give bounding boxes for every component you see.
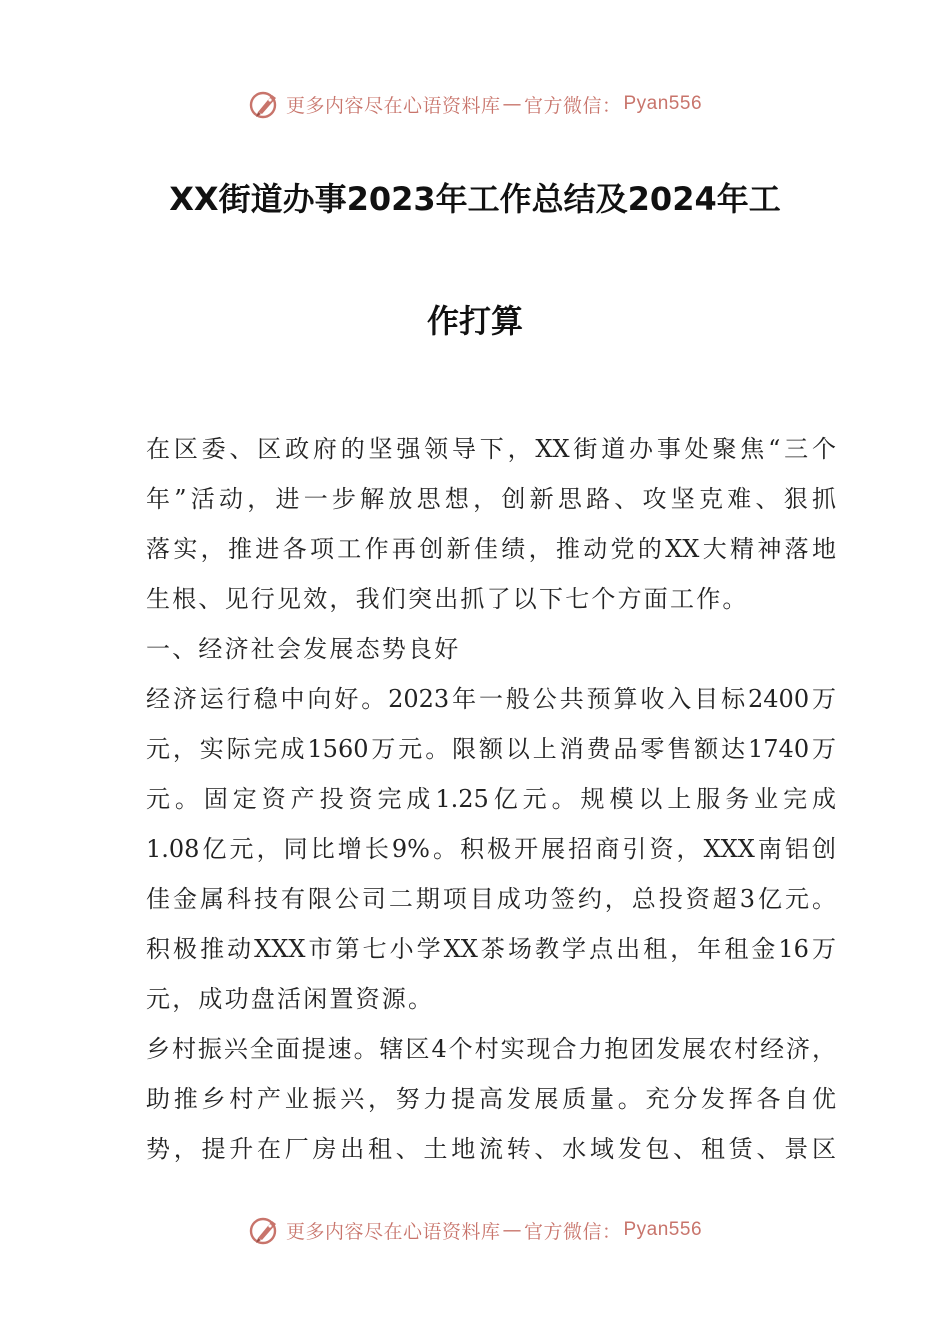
paragraph-line: 积极推动XXX市第七小学XX茶场教学点出租，年租金16万 — [146, 935, 836, 963]
paragraph-line: 生根、见行见效，我们突出抓了以下七个方面工作。 — [146, 585, 749, 613]
watermark-dash: — — [502, 1219, 522, 1241]
paragraph-line: 落实，推进各项工作再创新佳绩，推动党的XX大精神落地 — [146, 535, 836, 563]
paragraph-line: 年”活动，进一步解放思想，创新思路、攻坚克难、狠抓 — [146, 485, 836, 513]
watermark-header — [0, 84, 950, 124]
watermark-dash: — — [502, 93, 522, 115]
document-body — [146, 424, 836, 1174]
paragraph-line: 元。固定资产投资完成1.25亿元。规模以上服务业完成 — [146, 785, 836, 813]
watermark-footer — [0, 1210, 950, 1250]
paragraph-line: 经济运行稳中向好。2023年一般公共预算收入目标2400万 — [146, 685, 836, 713]
document-title-line-2: 作打算 — [426, 302, 523, 340]
watermark-official-label: 官方微信： — [523, 94, 622, 117]
watermark-official-label: 官方微信： — [523, 1220, 622, 1243]
pen-nib-logo-icon — [248, 1213, 282, 1247]
paragraph-line: 助推乡村产业振兴，努力提高发展质量。充分发挥各自优 — [146, 1085, 836, 1113]
paragraph-line: 佳金属科技有限公司二期项目成功签约，总投资超3亿元。 — [146, 885, 836, 913]
paragraph-line: 1.08亿元，同比增长9%。积极开展招商引资，XXX南铝创 — [146, 835, 836, 863]
watermark-wechat-handle: Pyan556 — [623, 93, 703, 114]
pen-nib-logo-icon — [248, 87, 282, 121]
watermark-text: 更多内容尽在心语资料库 — [285, 1220, 501, 1243]
paragraph-line: 元，成功盘活闲置资源。 — [146, 985, 435, 1013]
paragraph-line: 乡村振兴全面提速。辖区4个村实现合力抱团发展农村经济， — [146, 1035, 836, 1063]
watermark-wechat-handle: Pyan556 — [623, 1219, 703, 1240]
document-title-line-1: XX街道办事2023年工作总结及2024年工 — [169, 180, 781, 218]
paragraph-line: 势，提升在厂房出租、土地流转、水域发包、租赁、景区 — [146, 1135, 836, 1163]
section-heading: 一、经济社会发展态势良好 — [146, 635, 461, 663]
paragraph-line: 元，实际完成1560万元。限额以上消费品零售额达1740万 — [146, 735, 836, 763]
paragraph-line: 在区委、区政府的坚强领导下，XX街道办事处聚焦“三个 — [146, 435, 836, 463]
watermark-text: 更多内容尽在心语资料库 — [285, 94, 501, 117]
